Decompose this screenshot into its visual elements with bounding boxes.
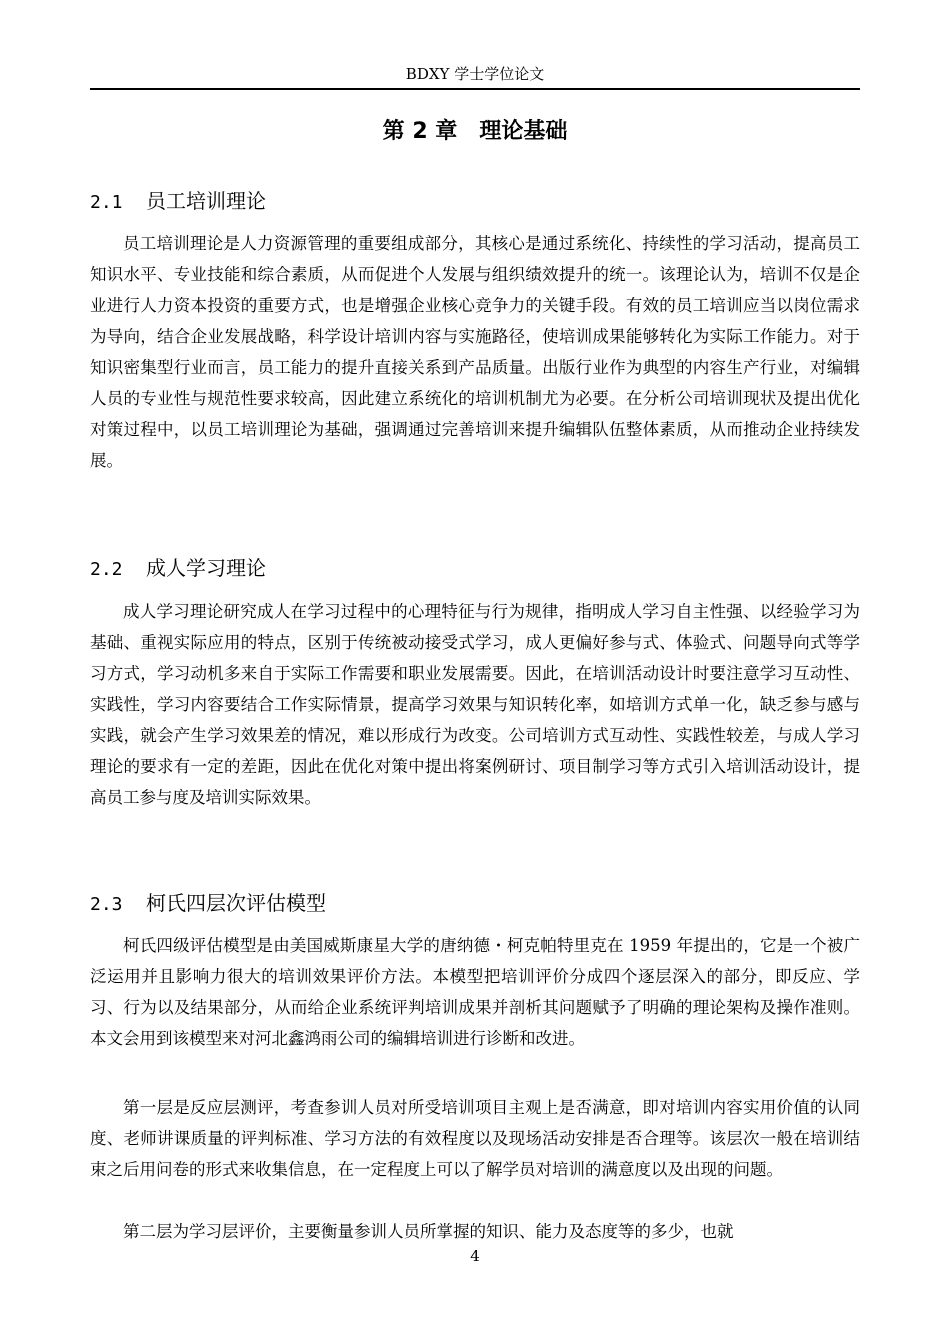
section-heading-2-2 [90,553,860,585]
paragraph: 成人学习理论研究成人在学习过程中的心理特征与行为规律，指明成人学习自主性强、以经验学习为基础、重视实际应用的特点，区别于传统被动接受式学习，成人更偏好参与式、体验式、问题导向式等学习方式，学习动机多来自于实际工作需要和职业发展需要。因此，在培训活动设计时要注意学习互动性、实践性，学习内容要结合工作实际情景，提高学习效果与知识转化率，如培训方式单一化，缺乏参与感与实践，就会产生学习效果差的情况，难以形成行为改变。公司培训方式互动性、实践性较差，与成人学习理论的要求有一定的差距，因此在优化对策中提出将案例研讨、项目制学习等方式引入培训活动设计，提高员工参与度及培训实际效果。 [90,602,860,807]
section-title: 员工培训理论 [146,189,266,213]
section-number: 2.2 [90,559,123,580]
running-header: BDXY 学士学位论文 [90,64,860,90]
paragraph: 第二层为学习层评价，主要衡量参训人员所掌握的知识、能力及态度等的多少，也就 [123,1222,734,1241]
section-number: 2.3 [90,894,123,915]
section-heading-2-1 [90,186,860,218]
section-title: 柯氏四层次评估模型 [146,891,326,915]
section-title: 成人学习理论 [146,556,266,580]
paragraph: 第一层是反应层测评，考查参训人员对所受培训项目主观上是否满意，即对培训内容实用价值的认同度、老师讲课质量的评判标准、学习方法的有效程度以及现场活动安排是否合理等。该层次一般在培训结束之后用问卷的形式来收集信息，在一定程度上可以了解学员对培训的满意度以及出现的问题。 [90,1098,860,1179]
section-number: 2.1 [90,192,123,213]
chapter-number: 第 2 章 [382,119,458,144]
paragraph: 员工培训理论是人力资源管理的重要组成部分，其核心是通过系统化、持续性的学习活动，提高员工知识水平、专业技能和综合素质，从而促进个人发展与组织绩效提升的统一。该理论认为，培训不仅是企业进行人力资本投资的重要方式，也是增强企业核心竞争力的关键手段。有效的员工培训应当以岗位需求为导向，结合企业发展战略，科学设计培训内容与实施路径，使培训成果能够转化为实际工作能力。对于知识密集型行业而言，员工能力的提升直接关系到产品质量。出版行业作为典型的内容生产行业，对编辑人员的专业性与规范性要求较高，因此建立系统化的培训机制尤为必要。在分析公司培训现状及提出优化对策过程中，以员工培训理论为基础，强调通过完善培训来提升编辑队伍整体素质，从而推动企业持续发展。 [90,234,860,470]
chapter-heading [90,116,860,148]
section-heading-2-3 [90,888,860,920]
page-number: 4 [470,1247,480,1265]
paragraph: 柯氏四级评估模型是由美国威斯康星大学的唐纳德・柯克帕特里克在 1959 年提出的，它是一个被广泛运用并且影响力很大的培训效果评价方法。本模型把培训评价分成四个逐层深入的部分，即反应、学习、行为以及结果部分，从而给企业系统评判培训成果并剖析其问题赋予了明确的理论架构及操作准则。本文会用到该模型来对河北鑫鸿雨公司的编辑培训进行诊断和改进。 [90,936,860,1048]
chapter-title: 理论基础 [479,119,568,144]
